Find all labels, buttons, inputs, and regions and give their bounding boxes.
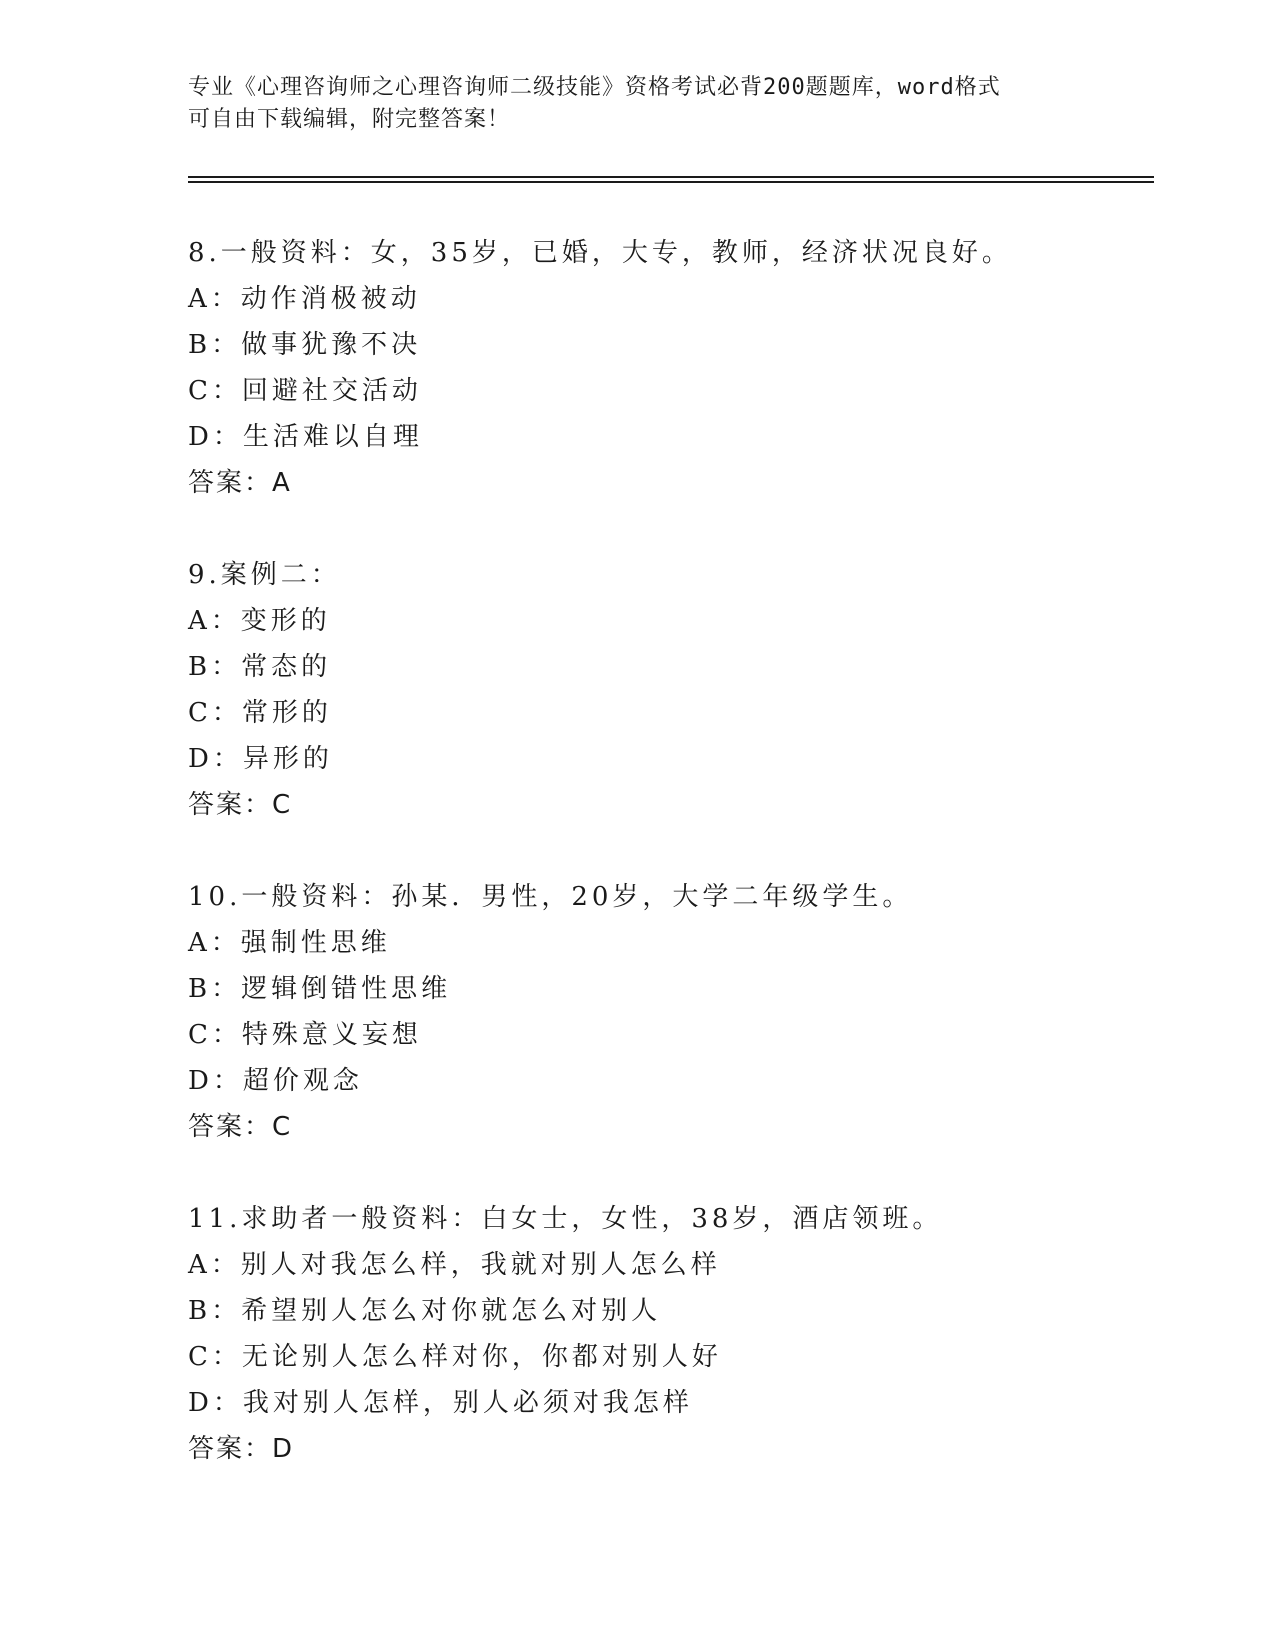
option-a: A：强制性思维	[188, 928, 391, 958]
answer-line: 答案：C	[188, 790, 293, 820]
option-a: A：变形的	[188, 606, 331, 636]
header-divider-bottom	[188, 181, 1154, 183]
answer-line: 答案：C	[188, 1112, 293, 1142]
question-item	[188, 1196, 1154, 1472]
option-d: D：异形的	[188, 744, 333, 774]
answer-line: 答案：D	[188, 1434, 295, 1464]
question-stem: 11.求助者一般资料：白女士，女性，38岁，酒店领班。	[188, 1204, 943, 1234]
answer-line: 答案：A	[188, 468, 292, 498]
header-divider-top	[188, 176, 1154, 178]
option-a: A：别人对我怎么样，我就对别人怎么样	[188, 1250, 721, 1280]
option-a: A：动作消极被动	[188, 284, 421, 314]
option-c: C：常形的	[188, 698, 332, 728]
question-item	[188, 874, 1154, 1150]
question-item	[188, 230, 1154, 506]
question-stem: 9.案例二：	[188, 560, 341, 590]
option-d: D：我对别人怎样，别人必须对我怎样	[188, 1388, 693, 1418]
header-line-1: 专业《心理咨询师之心理咨询师二级技能》资格考试必背200题题库，word格式	[188, 75, 1001, 100]
header-line-2: 可自由下载编辑，附完整答案！	[188, 107, 511, 132]
option-c: C：回避社交活动	[188, 376, 422, 406]
question-list	[188, 230, 1154, 1518]
question-stem: 8.一般资料：女，35岁，已婚，大专，教师，经济状况良好。	[188, 238, 1012, 268]
option-b: B：做事犹豫不决	[188, 330, 422, 360]
option-b: B：逻辑倒错性思维	[188, 974, 452, 1004]
question-stem: 10.一般资料：孙某．男性，20岁，大学二年级学生。	[188, 882, 913, 912]
option-b: B：常态的	[188, 652, 332, 682]
option-d: D：生活难以自理	[188, 422, 423, 452]
option-c: C：无论别人怎么样对你，你都对别人好	[188, 1342, 722, 1372]
option-c: C：特殊意义妄想	[188, 1020, 422, 1050]
question-item	[188, 552, 1154, 828]
document-header	[188, 72, 1088, 136]
option-b: B：希望别人怎么对你就怎么对别人	[188, 1296, 662, 1326]
option-d: D：超价观念	[188, 1066, 363, 1096]
